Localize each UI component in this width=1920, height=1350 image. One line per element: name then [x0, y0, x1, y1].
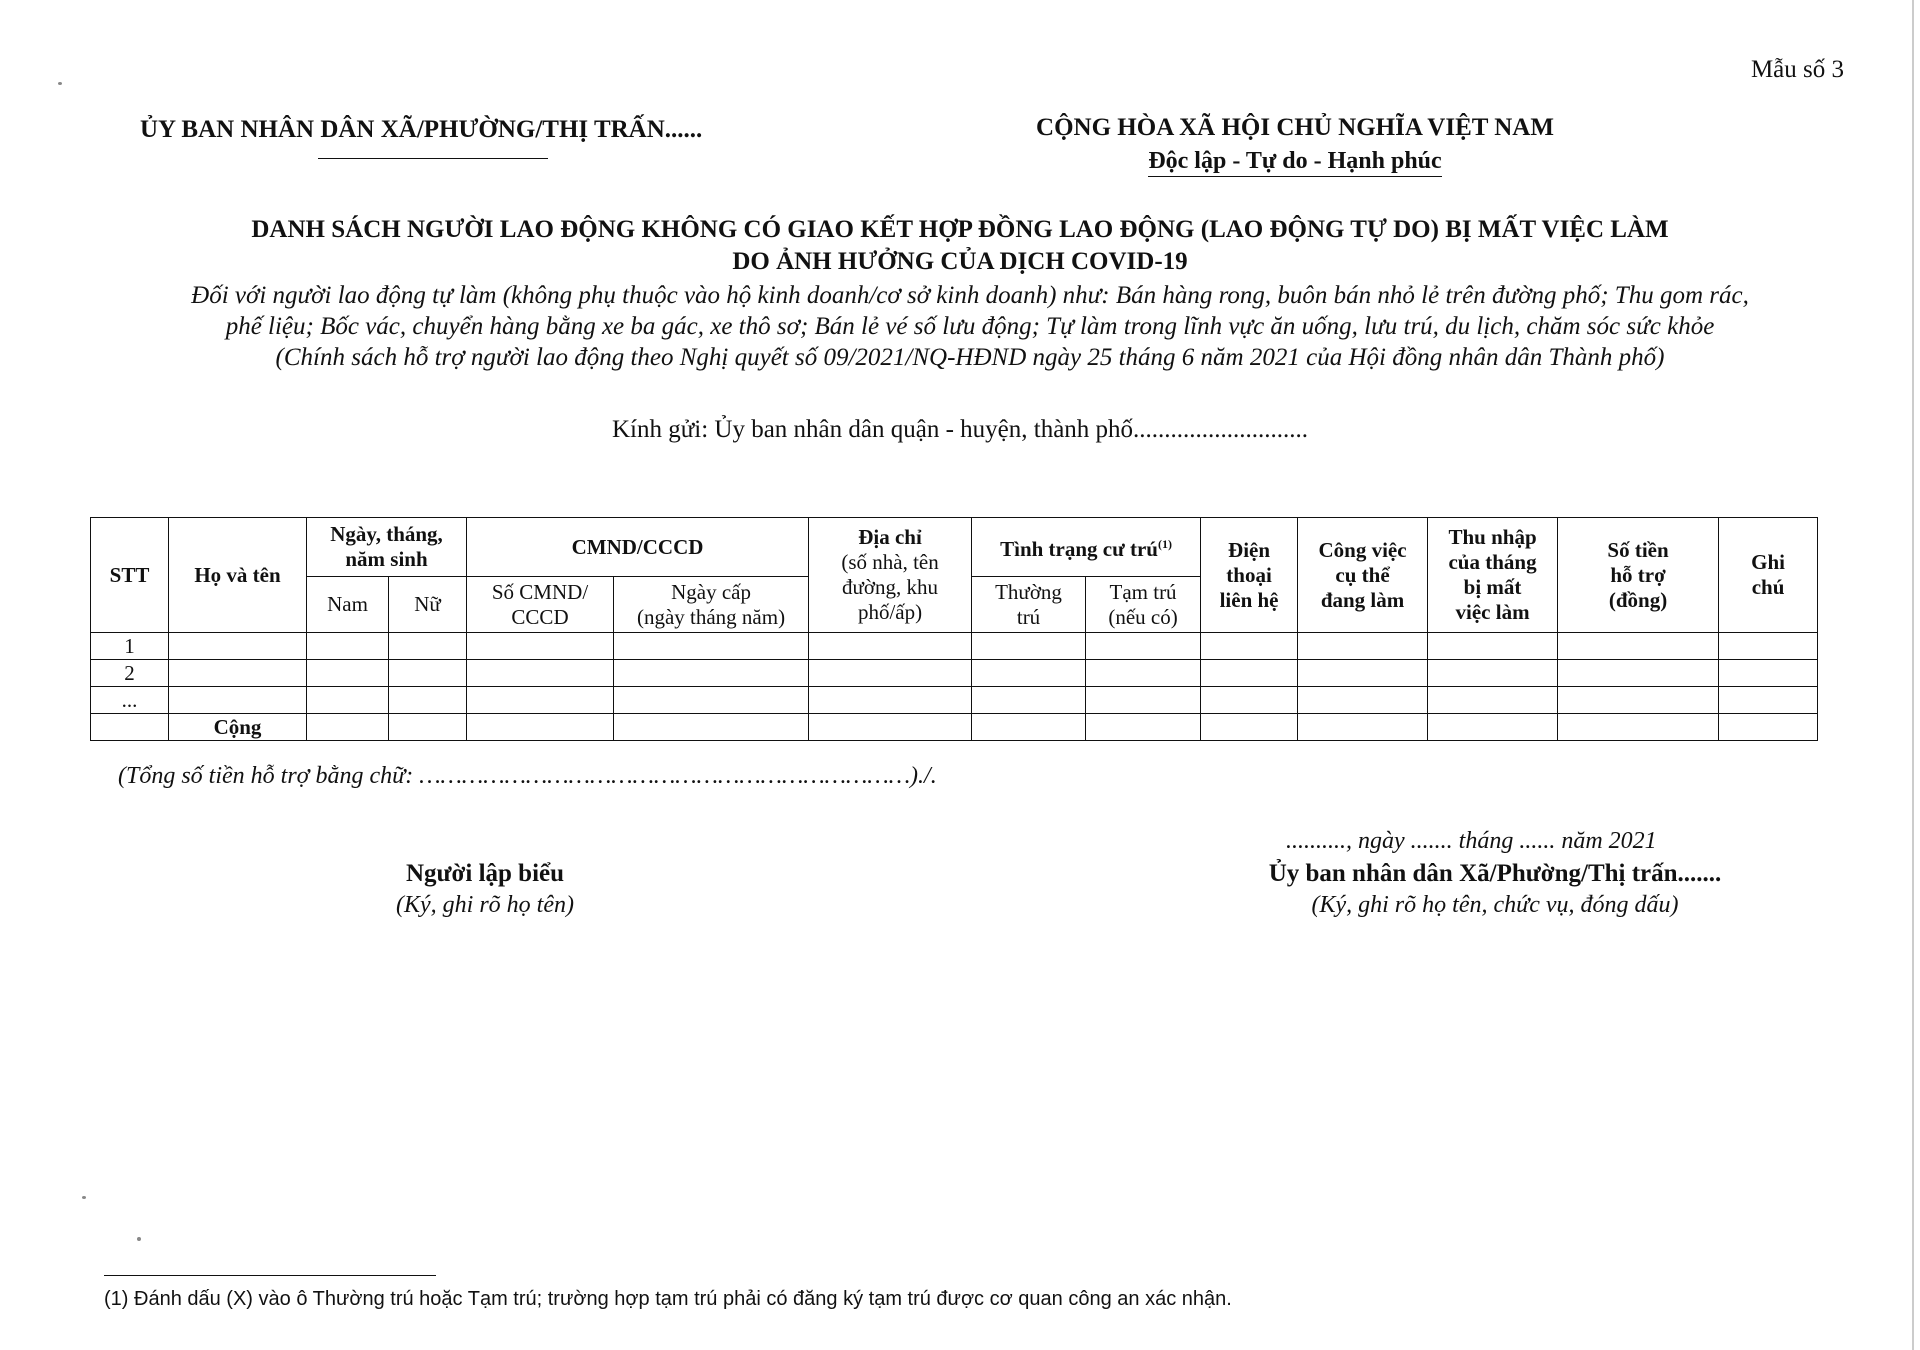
table-row	[91, 633, 1818, 660]
scope-description	[100, 280, 1840, 373]
col-id-group: CMND/CCCD	[467, 518, 809, 577]
issuing-agency: ỦY BAN NHÂN DÂN XÃ/PHƯỜNG/THỊ TRẤN......	[140, 116, 703, 143]
col-amount	[1558, 518, 1719, 633]
col-note-line-2: chú	[1751, 575, 1785, 599]
scan-speck	[82, 1196, 86, 1199]
agency-underline	[318, 158, 548, 159]
preparer-title: Người lập biểu	[405, 860, 565, 887]
col-stt: STT	[91, 518, 169, 633]
scope-line-2: phế liệu; Bốc vác, chuyển hàng bằng xe ba gác, xe thô sơ; Bán lẻ vé số lưu động; Tự làm trong lĩnh vực ăn uống, lưu trú, du lịch, chăm sóc sức khỏe	[225, 313, 1715, 340]
col-phone-line-2: thoại	[1226, 562, 1272, 587]
col-residence-label: Tình trạng cư trú	[1000, 537, 1158, 561]
header-row-1	[91, 518, 1818, 577]
footnote: (1) Đánh dấu (X) vào ô Thường trú hoặc Tạm trú; trường hợp tạm trú phải có đăng ký tạm trú được cơ quan công an xác nhận.	[104, 1288, 1232, 1310]
national-motto: Độc lập - Tự do - Hạnh phúc	[1148, 148, 1441, 177]
col-dob-line-2: năm sinh	[345, 547, 428, 571]
col-income-line-3: bị mất	[1463, 575, 1522, 599]
col-phone-line-3: liên hệ	[1219, 587, 1279, 612]
col-amount-line-1: Số tiền	[1607, 537, 1669, 562]
col-address-line-1: Địa chỉ	[858, 525, 922, 549]
col-name: Họ và tên	[169, 518, 307, 633]
addressee: Kính gửi: Ủy ban nhân dân quận - huyện, thành phố............................	[611, 416, 1309, 443]
col-id-number	[467, 577, 614, 633]
footnote-separator	[104, 1275, 436, 1276]
col-amount-line-2: hỗ trợ	[1610, 562, 1666, 587]
total-label: Cộng	[169, 714, 307, 741]
committee-note: (Ký, ghi rõ họ tên, chức vụ, đóng dấu)	[1311, 892, 1679, 918]
worker-list-table-wrap	[90, 517, 1817, 741]
col-male: Nam	[307, 577, 389, 633]
scope-line-1: Đối với người lao động tự làm (không phụ thuộc vào hộ kinh doanh/cơ sở kinh doanh) như: Bán hàng rong, buôn bán nhỏ lẻ trên đường phố; Thu gom rác,	[191, 282, 1749, 309]
row-number: ...	[91, 687, 169, 714]
table-row	[91, 660, 1818, 687]
col-job-line-1: Công việc	[1318, 537, 1407, 562]
col-income-line-2: của tháng	[1448, 550, 1537, 574]
col-phone-line-1: Điện	[1228, 537, 1271, 562]
col-residence	[972, 518, 1201, 577]
col-temporary	[1086, 577, 1201, 633]
form-number: Mẫu số 3	[1750, 56, 1844, 83]
col-address-line-3: đường, khu	[842, 575, 939, 599]
col-job-line-3: đang làm	[1320, 587, 1405, 612]
total-row	[91, 714, 1818, 741]
col-address-line-4: phố/ấp)	[857, 600, 923, 624]
worker-list-table	[90, 517, 1818, 741]
col-dob-line-1: Ngày, tháng,	[330, 522, 443, 546]
row-number: 1	[91, 633, 169, 660]
col-temporary-line-2: (nếu có)	[1108, 604, 1178, 629]
col-job	[1298, 518, 1428, 633]
title-line-2: DO ẢNH HƯỞNG CỦA DỊCH COVID-19	[732, 248, 1188, 275]
scan-speck	[58, 82, 62, 85]
col-income	[1428, 518, 1558, 633]
col-job-line-2: cụ thể	[1335, 562, 1390, 587]
col-issue-date-line-1: Ngày cấp	[671, 579, 751, 604]
title-line-1: DANH SÁCH NGƯỜI LAO ĐỘNG KHÔNG CÓ GIAO KẾT HỢP ĐỒNG LAO ĐỘNG (LAO ĐỘNG TỰ DO) BỊ MẤT VIỆC LÀM	[251, 216, 1669, 243]
row-number: 2	[91, 660, 169, 687]
scan-edge	[1912, 0, 1914, 1350]
col-note-line-1: Ghi	[1751, 550, 1785, 574]
document-title	[60, 214, 1860, 278]
footnote-mark: (1)	[1157, 537, 1172, 551]
col-issue-date-line-2: (ngày tháng năm)	[636, 604, 786, 629]
col-amount-line-3: (đồng)	[1608, 587, 1668, 612]
col-phone	[1201, 518, 1298, 633]
col-income-line-1: Thu nhập	[1448, 525, 1537, 549]
col-temporary-line-1: Tạm trú	[1109, 579, 1177, 604]
date-line: .........., ngày ....... tháng ...... năm 2021	[1286, 828, 1657, 854]
col-female: Nữ	[389, 577, 467, 633]
motto-wrap	[900, 148, 1690, 177]
preparer-note: (Ký, ghi rõ họ tên)	[396, 892, 574, 918]
col-dob	[307, 518, 467, 577]
col-note	[1719, 518, 1818, 633]
total-in-words: (Tổng số tiền hỗ trợ bằng chữ: ……………………………………………………………)./.	[118, 763, 937, 789]
col-issue-date	[614, 577, 809, 633]
col-income-line-4: việc làm	[1455, 600, 1530, 624]
col-permanent-line-1: Thường	[995, 579, 1062, 604]
col-id-number-line-2: CCCD	[511, 604, 569, 629]
committee-title: Ủy ban nhân dân Xã/Phường/Thị trấn.......	[1268, 860, 1722, 887]
col-permanent-line-2: trú	[1016, 604, 1041, 629]
col-address	[809, 518, 972, 633]
col-address-line-2: (số nhà, tên	[841, 550, 939, 574]
table-row	[91, 687, 1818, 714]
scan-speck	[137, 1237, 141, 1241]
col-permanent	[972, 577, 1086, 633]
national-title: CỘNG HÒA XÃ HỘI CHỦ NGHĨA VIỆT NAM	[1036, 114, 1554, 141]
col-id-number-line-1: Số CMND/	[491, 579, 589, 604]
scope-line-3: (Chính sách hỗ trợ người lao động theo Nghị quyết số 09/2021/NQ-HĐND ngày 25 tháng 6 năm 2021 của Hội đồng nhân dân Thành phố)	[275, 344, 1665, 371]
